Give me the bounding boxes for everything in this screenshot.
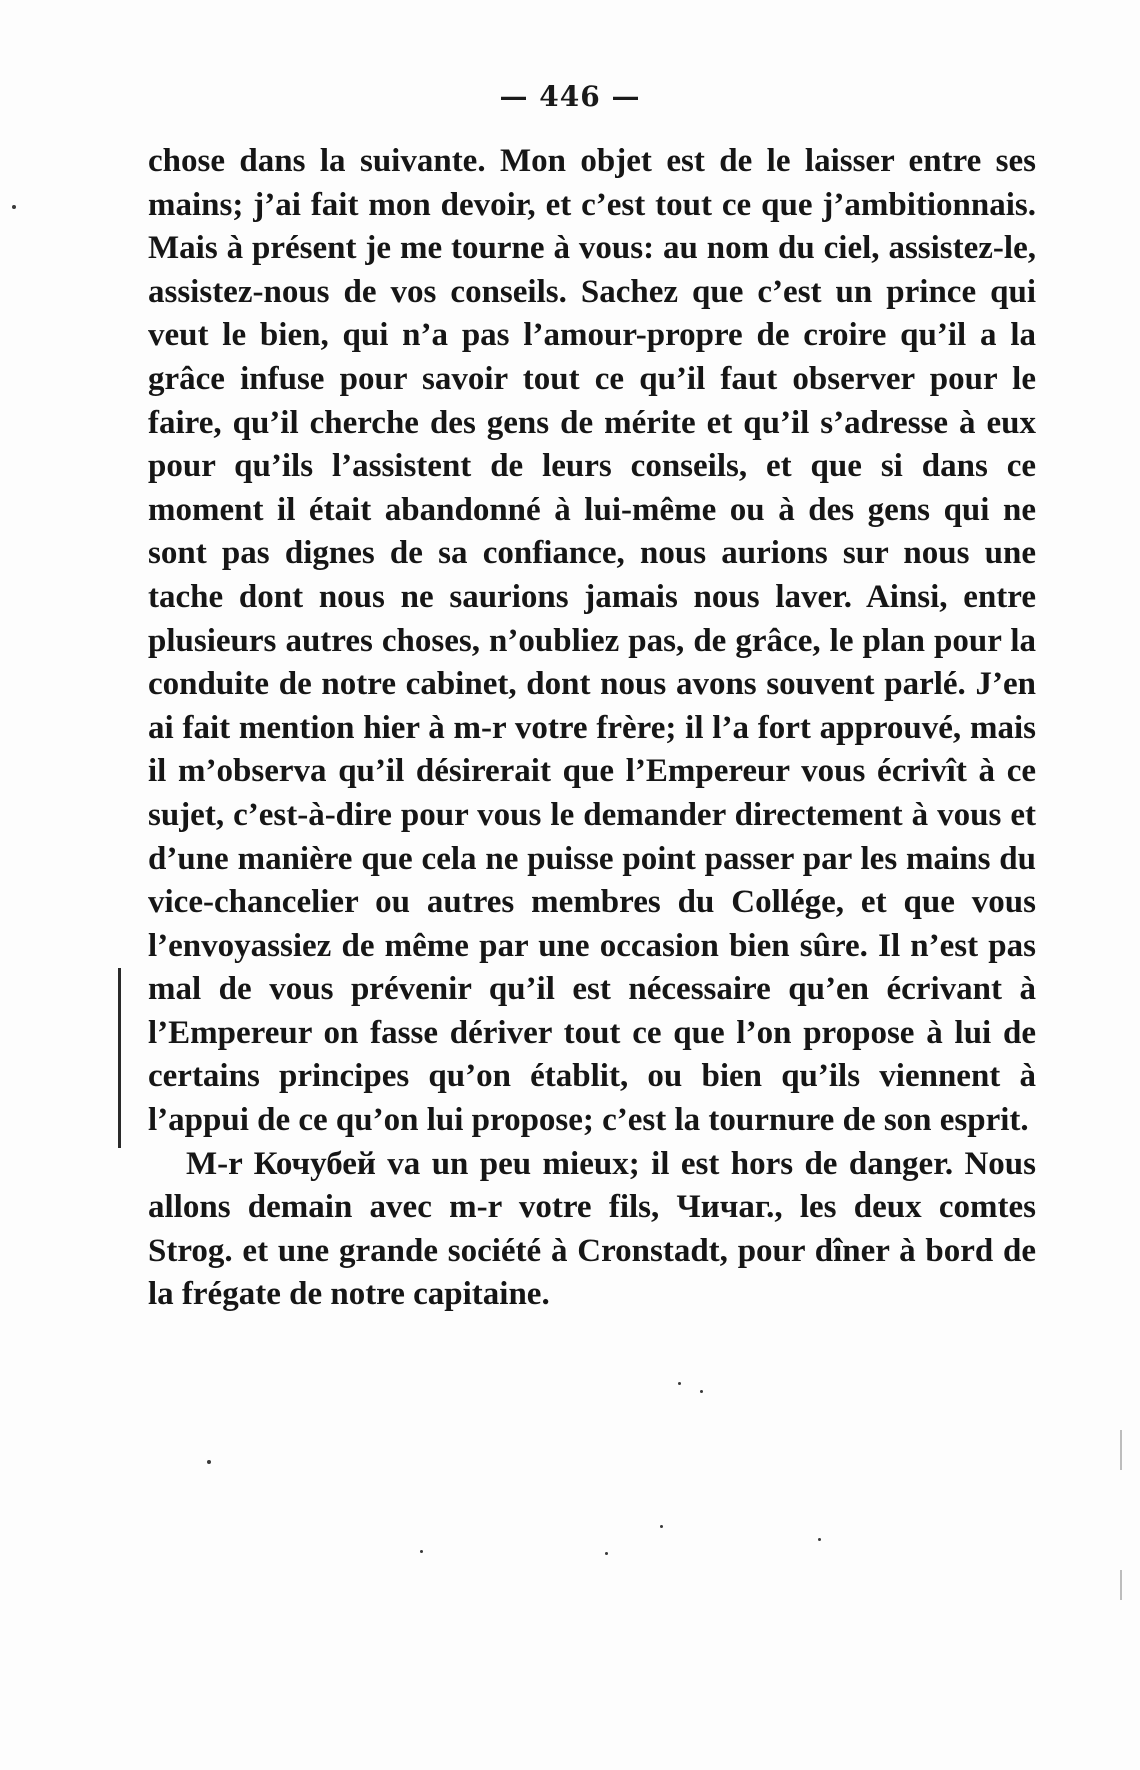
paragraph-2: M-r Кочубей va un peu mieux; il est hors de danger. Nous allons demain avec m-r votre fils, Чичаг., les deux comtes Strog. et une grande société à Cronstadt, pour dîner à bord de la frégate de notre capitaine. <box>148 1145 1036 1313</box>
scan-speck <box>605 1552 608 1555</box>
scan-edge-tick <box>1120 1430 1122 1470</box>
scan-speck <box>700 1390 703 1393</box>
paragraph-1: chose dans la suivante. Mon objet est de le laisser entre ses mains; j’ai fait mon devoir, et c’est tout ce que j’ambitionnais. Mais à présent je me tourne à vous: au nom du ciel, assistez-le, assistez-nous de vos conseils. Sachez que c’est un prince qui veut le bien, qui n’a pas l’amour-propre de croire qu’il a la grâce infuse pour savoir tout ce qu’il faut observer pour le faire, qu’il cherche des gens de mérite et qu’il s’adresse à eux pour qu’ils l’assistent de leurs conseils, et que si dans ce moment il était abandonné à lui-même ou à des gens qui ne sont pas dignes de sa confiance, nous aurions sur nous une tache dont nous ne saurions jamais nous laver. Ainsi, entre plusieurs autres choses, n’oubliez pas, de grâce, le plan pour la conduite de notre cabinet, dont nous avons souvent parlé. J’en ai fait mention hier à m-r votre frère; il l’a fort approuvé, mais il m’observa qu’il désirerait que l’Empereur vous écrivît à ce sujet, c’est-à-dire pour vous le demander directement à vous et d’une manière que cela ne puisse point passer par les mains du vice-chancelier ou autres membres du Collége, et que vous l’envoyassiez de même par une occasion bien sûre. Il n’est pas mal de vous prévenir qu’il est nécessaire qu’en écrivant à l’Empereur on fasse dériver tout ce que l’on propose à lui de certains principes qu’on établit, ou bien qu’ils viennent à l’appui de ce qu’on lui propose; c’est la tournure de son esprit. <box>148 143 1036 1139</box>
scan-speck <box>207 1460 211 1464</box>
scan-speck <box>818 1538 821 1541</box>
scan-speck <box>420 1550 423 1553</box>
margin-line-mark <box>118 968 121 1148</box>
scan-speck <box>12 205 16 209</box>
page-number: — 446 — <box>499 80 641 113</box>
letter-body <box>148 140 1036 1317</box>
scan-speck <box>678 1382 681 1385</box>
scan-edge-tick <box>1120 1570 1122 1600</box>
scan-speck <box>660 1525 663 1528</box>
